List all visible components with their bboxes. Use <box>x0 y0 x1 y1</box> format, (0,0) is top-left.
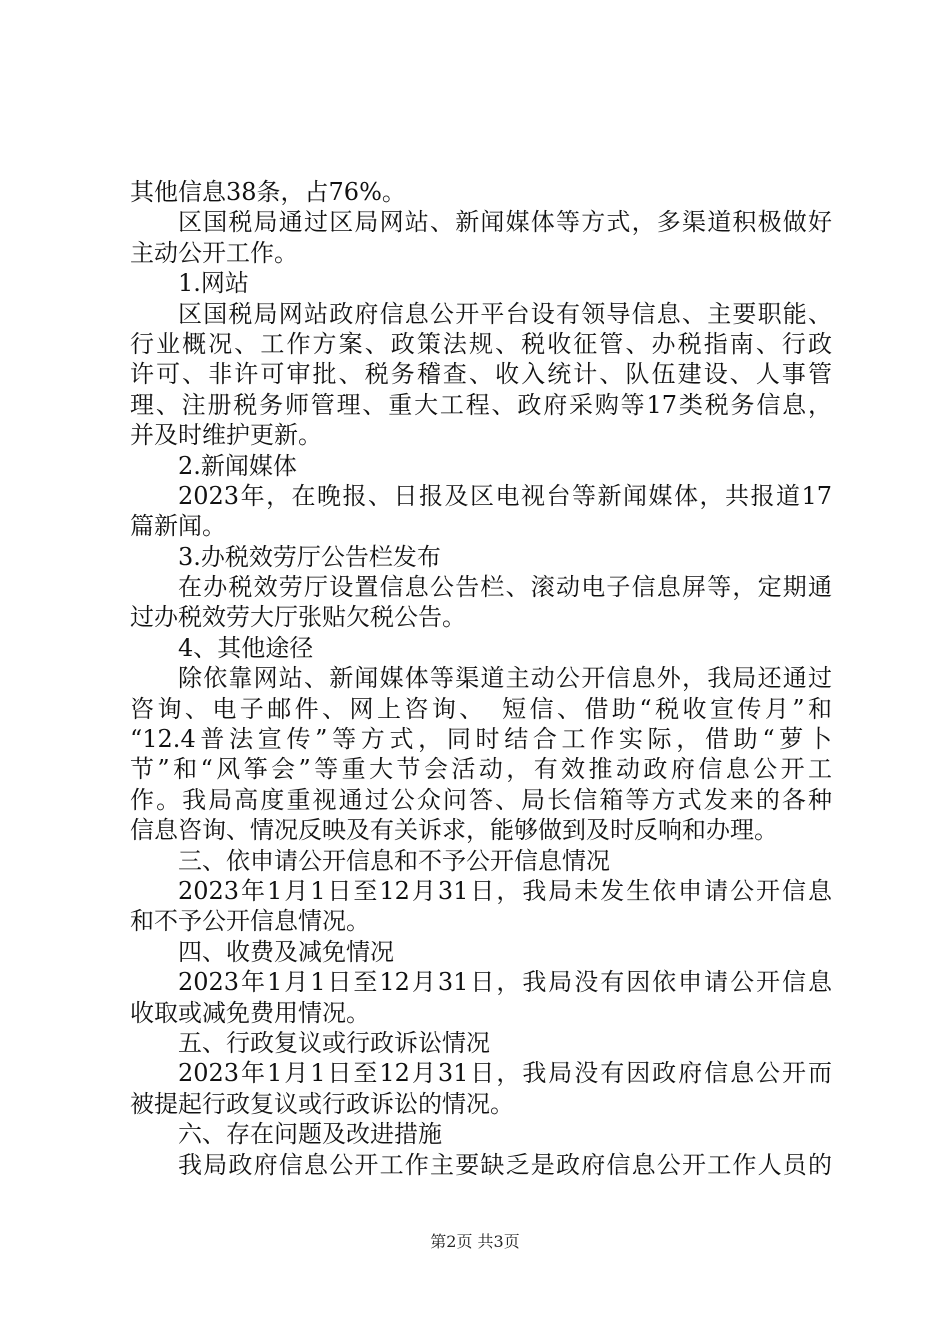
paragraph-line-indented: 4、其他途径 <box>178 633 314 662</box>
paragraph-line: 许可、非许可审批、税务稽查、收入统计、队伍建设、人事管 <box>130 360 832 389</box>
paragraph-line: 其他信息38条，占76%。 <box>130 178 406 206</box>
paragraph-line: 信息咨询、情况反映及有关诉求，能够做到及时反响和办理。 <box>130 816 778 845</box>
paragraph-line-indented: 五、行政复议或行政诉讼情况 <box>178 1028 490 1057</box>
paragraph-line: 并及时维护更新。 <box>130 421 322 450</box>
paragraph-line-indented: 三、依申请公开信息和不予公开信息情况 <box>178 846 610 875</box>
paragraph-line-indented: 2023年，在晚报、日报及区电视台等新闻媒体，共报道17 <box>178 481 832 510</box>
paragraph-line-indented: 在办税效劳厅设置信息公告栏、滚动电子信息屏等，定期通 <box>178 573 832 602</box>
paragraph-line: 过办税效劳大厅张贴欠税公告。 <box>130 603 466 632</box>
paragraph-line: 收取或减免费用情况。 <box>130 998 370 1027</box>
paragraph-line-indented: 2.新闻媒体 <box>178 451 297 480</box>
paragraph-line: 咨询、电子邮件、网上咨询、 短信、借助“税收宣传月”和 <box>130 694 832 723</box>
paragraph-line: 节”和“风筝会”等重大节会活动，有效推动政府信息公开工 <box>130 755 832 784</box>
paragraph-line-indented: 2023年1月1日至12月31日，我局没有因政府信息公开而 <box>178 1059 832 1088</box>
paragraph-line: 行业概况、工作方案、政策法规、税收征管、办税指南、行政 <box>130 329 832 358</box>
paragraph-line-indented: 2023年1月1日至12月31日，我局未发生依申请公开信息 <box>178 876 832 905</box>
document-body <box>130 177 832 1180</box>
paragraph-line: 理、注册税务师管理、重大工程、政府采购等17类税务信息， <box>130 390 832 419</box>
paragraph-line-indented: 区国税局网站政府信息公开平台设有领导信息、主要职能、 <box>178 299 832 328</box>
paragraph-line-indented: 四、收费及减免情况 <box>178 937 394 966</box>
paragraph-line-indented: 除依靠网站、新闻媒体等渠道主动公开信息外，我局还通过 <box>178 664 832 693</box>
paragraph-line: 和不予公开信息情况。 <box>130 907 370 936</box>
paragraph-line-indented: 2023年1月1日至12月31日，我局没有因依申请公开信息 <box>178 968 832 997</box>
paragraph-line: 主动公开工作。 <box>130 238 298 267</box>
paragraph-line-indented: 3.办税效劳厅公告栏发布 <box>178 542 441 571</box>
paragraph-line: 被提起行政复议或行政诉讼的情况。 <box>130 1089 514 1118</box>
paragraph-line-indented: 六、存在问题及改进措施 <box>178 1120 442 1149</box>
paragraph-line-indented: 区国税局通过区局网站、新闻媒体等方式，多渠道积极做好 <box>178 208 832 237</box>
paragraph-line: “12.4普法宣传”等方式，同时结合工作实际，借助“萝卜 <box>130 725 832 754</box>
page-footer: 第2页 共3页 <box>430 1232 520 1251</box>
paragraph-line: 篇新闻。 <box>130 512 226 541</box>
paragraph-line: 作。我局高度重视通过公众问答、局长信箱等方式发来的各种 <box>130 785 832 814</box>
paragraph-line-indented: 我局政府信息公开工作主要缺乏是政府信息公开工作人员的 <box>178 1150 832 1179</box>
paragraph-line-indented: 1.网站 <box>178 269 249 298</box>
